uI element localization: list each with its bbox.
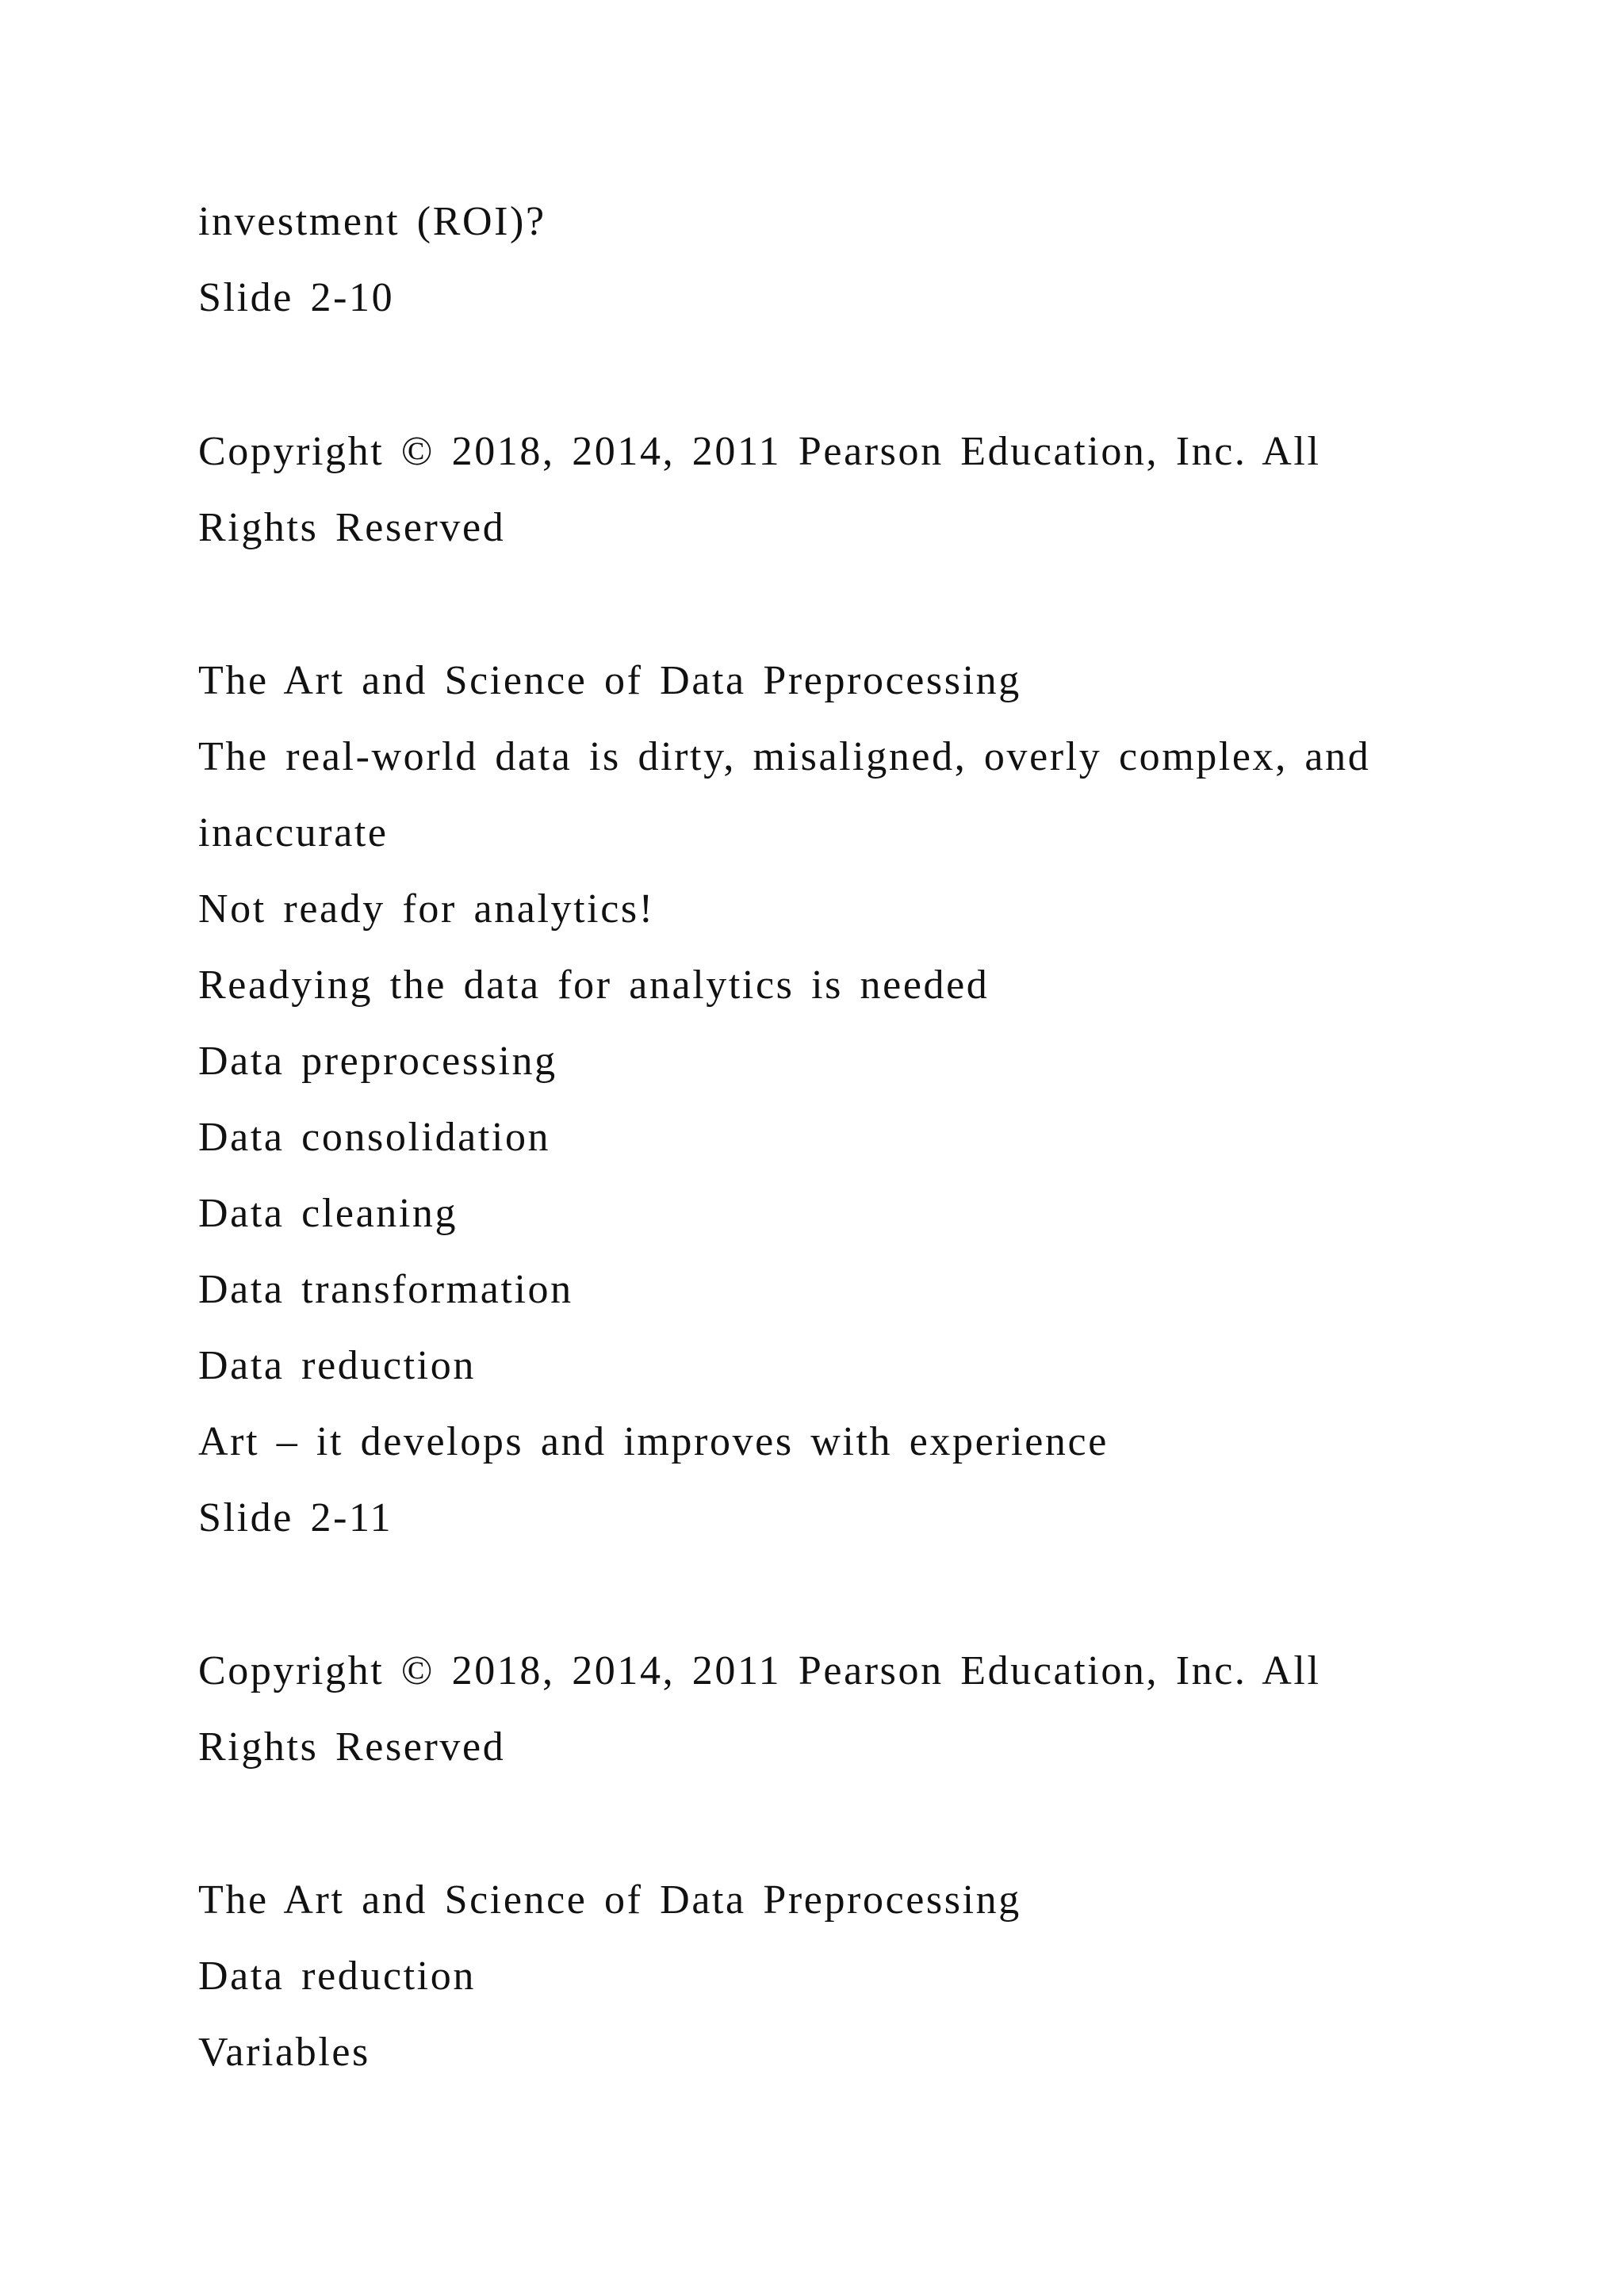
- text-line: Data preprocessing: [198, 1039, 557, 1084]
- text-line: Not ready for analytics!: [198, 886, 655, 932]
- text-line: Data reduction: [198, 1954, 476, 1999]
- text-line: Data consolidation: [198, 1115, 551, 1160]
- text-line: Readying the data for analytics is needed: [198, 962, 990, 1008]
- slide-number: Slide 2-11: [198, 1495, 393, 1540]
- copyright-line: Rights Reserved: [198, 1724, 506, 1770]
- slide-title: The Art and Science of Data Preprocessing: [198, 1877, 1021, 1923]
- copyright-line: Copyright © 2018, 2014, 2011 Pearson Education, Inc. All: [198, 429, 1321, 474]
- text-line: Data transformation: [198, 1267, 573, 1312]
- text-line: Data reduction: [198, 1343, 476, 1388]
- text-line: Art – it develops and improves with experience: [198, 1419, 1109, 1464]
- text-line: The real-world data is dirty, misaligned, overly complex, and: [198, 734, 1371, 779]
- text-line: investment (ROI)?: [198, 199, 546, 244]
- text-line: Data cleaning: [198, 1191, 458, 1236]
- copyright-line: Rights Reserved: [198, 505, 506, 550]
- copyright-line: Copyright © 2018, 2014, 2011 Pearson Education, Inc. All: [198, 1648, 1321, 1693]
- slide-title: The Art and Science of Data Preprocessing: [198, 658, 1021, 703]
- text-line: inaccurate: [198, 810, 389, 855]
- slide-number: Slide 2-10: [198, 275, 395, 320]
- text-line: Variables: [198, 2030, 370, 2075]
